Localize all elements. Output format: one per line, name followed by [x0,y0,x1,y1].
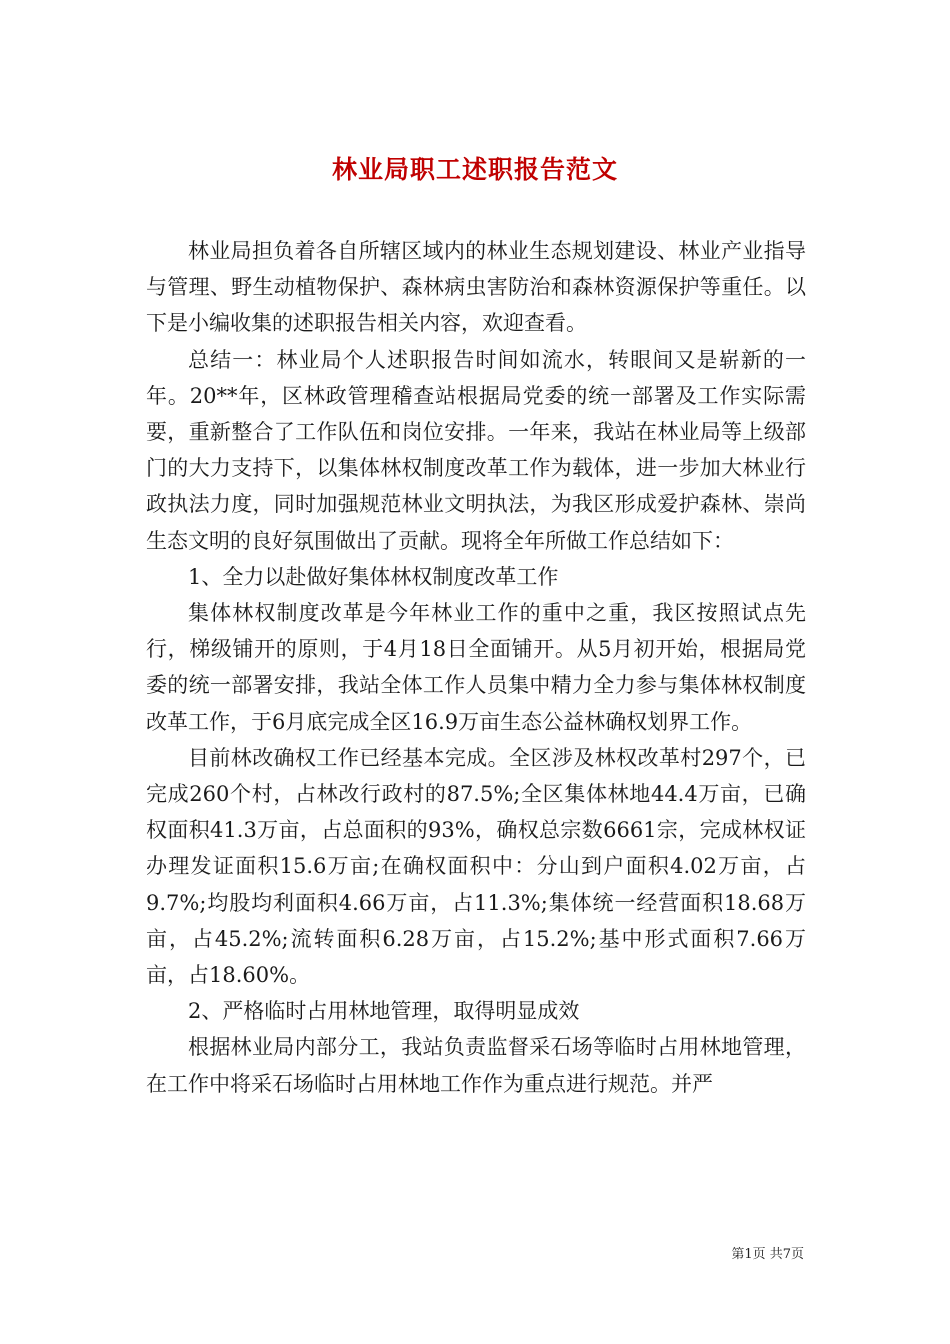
paragraph-reform: 集体林权制度改革是今年林业工作的重中之重，我区按照试点先行，梯级铺开的原则，于4月18日全面铺开。从5月初开始，根据局党委的统一部署安排，我站全体工作人员集中精力全力参与集体林权制度改革工作，于6月底完成全区16.9万亩生态公益林确权划界工作。 [146,601,806,734]
document-body [146,233,806,1102]
section-heading-2: 2、严格临时占用林地管理，取得明显成效 [188,999,580,1024]
paragraph-summary-one: 总结一：林业局个人述职报告时间如流水，转眼间又是崭新的一年。20**年，区林政管理稽查站根据局党委的统一部署及工作实际需要，重新整合了工作队伍和岗位安排。一年来，我站在林业局等上级部门的大力支持下，以集体林权制度改革工作为载体，进一步加大林业行政执法力度，同时加强规范林业文明执法，为我区形成爱护森林、崇尚生态文明的良好氛围做出了贡献。现将全年所做工作总结如下： [146,347,806,553]
section-heading-1: 1、全力以赴做好集体林权制度改革工作 [188,564,559,589]
page-title: 林业局职工述职报告范文 [331,154,618,184]
paragraph-land-management: 根据林业局内部分工，我站负责监督采石场等临时占用林地管理，在工作中将采石场临时占用林地工作作为重点进行规范。并严 [146,1035,806,1096]
paragraph-intro: 林业局担负着各自所辖区域内的林业生态规划建设、林业产业指导与管理、野生动植物保护、森林病虫害防治和森林资源保护等重任。以下是小编收集的述职报告相关内容，欢迎查看。 [146,239,806,336]
page-number: 第1页 共7页 [731,1247,804,1262]
paragraph-progress: 目前林改确权工作已经基本完成。全区涉及林权改革村297个，已完成260个村，占林改行政村的87.5%;全区集体林地44.4万亩，已确权面积41.3万亩，占总面积的93%，确权总宗数6661宗，完成林权证办理发证面积15.6万亩;在确权面积中：分山到户面积4.02万亩，占9.7%;均股均利面积4.66万亩，占11.3%;集体统一经营面积18.68万亩，占45.2%;流转面积6.28万亩，占15.2%;基中形式面积7.66万亩，占18.60%。 [146,745,806,988]
